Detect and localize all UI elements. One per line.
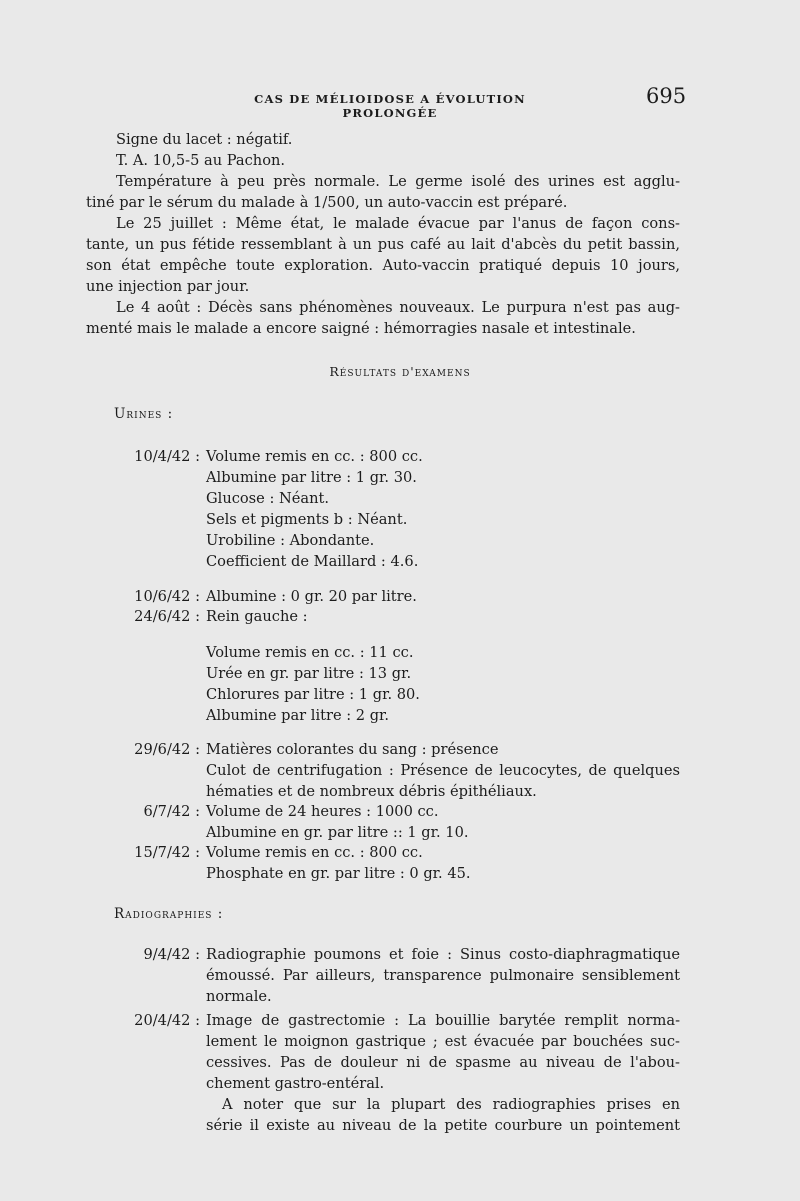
entry-line: Volume de 24 heures : 1000 cc. <box>206 803 439 820</box>
entry-line: Urée en gr. par litre : 13 gr. <box>206 665 412 682</box>
entry-line: Glucose : Néant. <box>206 490 330 507</box>
entry-date: 9/4/42 : <box>143 946 200 963</box>
entry-date: 10/4/42 : <box>134 448 200 465</box>
entry-line: Matières colorantes du sang : présence <box>206 741 499 758</box>
entry-line: Volume remis en cc. : 11 cc. <box>206 644 414 661</box>
entry-line: Phosphate en gr. par litre : 0 gr. 45. <box>206 865 471 882</box>
text-line: tante, un pus fétide ressemblant à un pus café au lait d'abcès du petit bassin, <box>86 236 680 253</box>
entry-date: 10/6/42 : <box>134 588 200 605</box>
entry-line: Albumine en gr. par litre :: 1 gr. 10. <box>206 824 469 841</box>
entry-line: hématies et de nombreux débris épithéliaux. <box>206 783 537 800</box>
entry-line: Urobiline : Abondante. <box>206 532 375 549</box>
page-number: 695 <box>646 84 687 108</box>
entry-line: Albumine par litre : 1 gr. 30. <box>206 469 417 486</box>
entry-line: émoussé. Par ailleurs, transparence pulmonaire sensiblement <box>206 967 680 984</box>
entry-line: Albumine : 0 gr. 20 par litre. <box>206 588 417 605</box>
entry-line: Chlorures par litre : 1 gr. 80. <box>206 686 420 703</box>
text-line: menté mais le malade a encore saigné : hémorragies nasale et intestinale. <box>86 320 636 337</box>
entry-line: A noter que sur la plupart des radiographies prises en <box>222 1096 680 1113</box>
text-line: son état empêche toute exploration. Auto-vaccin pratiqué depuis 10 jours, <box>86 257 680 274</box>
text-line: Température à peu près normale. Le germe isolé des urines est agglu- <box>116 173 680 190</box>
text-line: T. A. 10,5-5 au Pachon. <box>116 152 286 169</box>
entry-line: Sels et pigments b : Néant. <box>206 511 408 528</box>
entry-line: série il existe au niveau de la petite courbure un pointement <box>206 1117 680 1134</box>
entry-line: cessives. Pas de douleur ni de spasme au niveau de l'abou- <box>206 1054 680 1071</box>
text-line: Signe du lacet : négatif. <box>116 131 293 148</box>
entry-date: 24/6/42 : <box>134 608 200 625</box>
radiographies-heading: Radiographies : <box>114 906 224 922</box>
entry-line: lement le moignon gastrique ; est évacuée par bouchées suc- <box>206 1033 680 1050</box>
intro-text <box>86 129 680 339</box>
text-line: tiné par le sérum du malade à 1/500, un auto-vaccin est préparé. <box>86 194 568 211</box>
text-line: une injection par jour. <box>86 278 250 295</box>
entry-line: Culot de centrifugation : Présence de leucocytes, de quelques <box>206 762 680 779</box>
entry-line: chement gastro-entéral. <box>206 1075 385 1092</box>
entry-line: Volume remis en cc. : 800 cc. <box>206 448 423 465</box>
entry-line: Rein gauche : <box>206 608 308 625</box>
entry-date: 20/4/42 : <box>134 1012 200 1029</box>
entry-date: 29/6/42 : <box>134 741 200 758</box>
entry-line: Albumine par litre : 2 gr. <box>206 707 390 724</box>
entry-date: 15/7/42 : <box>134 844 200 861</box>
entry-line: Image de gastrectomie : La bouillie barytée remplit norma- <box>206 1012 680 1029</box>
text-line: Le 25 juillet : Même état, le malade évacue par l'anus de façon cons- <box>116 215 680 232</box>
urines-heading: Urines : <box>114 406 174 422</box>
entry-line: Volume remis en cc. : 800 cc. <box>206 844 423 861</box>
entry-line: normale. <box>206 988 272 1005</box>
entry-line: Radiographie poumons et foie : Sinus costo-diaphragmatique <box>206 946 680 963</box>
running-head: CAS DE MÉLIOIDOSE A ÉVOLUTION PROLONGÉE <box>254 92 526 120</box>
entry-line: Coefficient de Maillard : 4.6. <box>206 553 419 570</box>
entry-date: 6/7/42 : <box>143 803 200 820</box>
text-line: Le 4 août : Décès sans phénomènes nouveaux. Le purpura n'est pas aug- <box>116 299 680 316</box>
results-heading: Résultats d'examens <box>329 364 471 379</box>
